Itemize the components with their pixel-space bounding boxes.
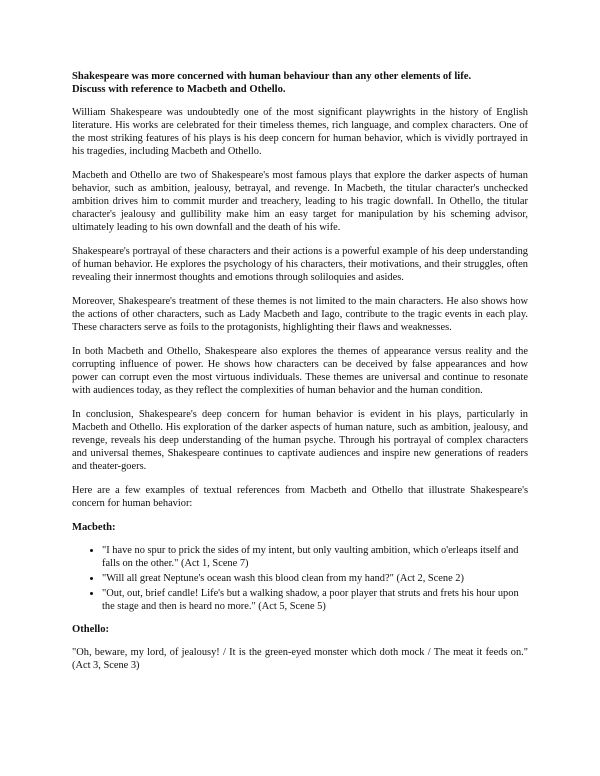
- essay-title-line-2: Discuss with reference to Macbeth and Othello.: [72, 84, 286, 95]
- list-item: • "Will all great Neptune's ocean wash this blood clean from my hand?" (Act 2, Scene 2): [102, 572, 528, 585]
- list-item: • "I have no spur to prick the sides of my intent, but only vaulting ambition, which o'erleaps itself and falls on the other." (Act 1, Scene 7): [102, 544, 528, 570]
- othello-quote: "Oh, beware, my lord, of jealousy! / It is the green-eyed monster which doth mock / The meat it feeds on." (Act 3, Scene 3): [72, 647, 528, 671]
- paragraph-conclusion: In conclusion, Shakespeare's deep concern for human behavior is evident in his plays, particularly in Macbeth and Othello. His exploration of the darker aspects of human nature, such as ambition, jealousy, and revenge, reveals his deep understanding of the human psyche. Through his portrayal of complex characters and universal themes, Shakespeare continues to captivate audiences and inspire new generations of readers and theater-goers.: [72, 409, 528, 472]
- essay-title-line-1: Shakespeare was more concerned with human behaviour than any other elements of life.: [72, 71, 472, 82]
- macbeth-heading: Macbeth:: [72, 522, 116, 533]
- paragraph-examples-intro: Here are a few examples of textual references from Macbeth and Othello that illustrate Shakespeare's concern for human behavior:: [72, 485, 528, 509]
- paragraph-appearance-reality: In both Macbeth and Othello, Shakespeare also explores the themes of appearance versus reality and the corrupting influence of power. He shows how characters can be deceived by false appearances and how power can corrupt even the most virtuous individuals. These themes are universal and continue to resonate with audiences today, as they reflect the complexities of human behavior and the human condition.: [72, 346, 528, 396]
- paragraph-themes: Macbeth and Othello are two of Shakespeare's most famous plays that explore the darker aspects of human behavior, such as ambition, jealousy, betrayal, and revenge. In Macbeth, the titular character's unchecked ambition drives him to commit murder and treachery, leading to his tragic downfall. In Othello, the titular character's jealousy and gullibility make him an easy target for manipulation by his scheming advisor, ultimately leading to his own downfall and the death of his wife.: [72, 170, 528, 233]
- essay-title: [72, 70, 528, 96]
- paragraph-other-characters: Moreover, Shakespeare's treatment of these themes is not limited to the main characters. He also shows how the actions of other characters, such as Lady Macbeth and Iago, contribute to the tragic events in each play. These characters serve as foils to the protagonists, highlighting their flaws and weaknesses.: [72, 296, 528, 333]
- list-item: • "Out, out, brief candle! Life's but a walking shadow, a poor player that struts and frets his hour upon the stage and then is heard no more." (Act 5, Scene 5): [102, 587, 528, 613]
- macbeth-quote-list: [72, 544, 528, 613]
- othello-heading: Othello:: [72, 624, 110, 635]
- paragraph-intro: William Shakespeare was undoubtedly one of the most significant playwrights in the history of English literature. His works are celebrated for their timeless themes, rich language, and complex characters. One of the most striking features of his plays is his deep concern for human behavior, which is vividly portrayed in his tragedies, including Macbeth and Othello.: [72, 107, 528, 157]
- paragraph-portrayal: Shakespeare's portrayal of these characters and their actions is a powerful example of his deep understanding of human behavior. He explores the psychology of his characters, their motivations, and their struggles, often revealing their innermost thoughts and emotions through soliloquies and asides.: [72, 246, 528, 283]
